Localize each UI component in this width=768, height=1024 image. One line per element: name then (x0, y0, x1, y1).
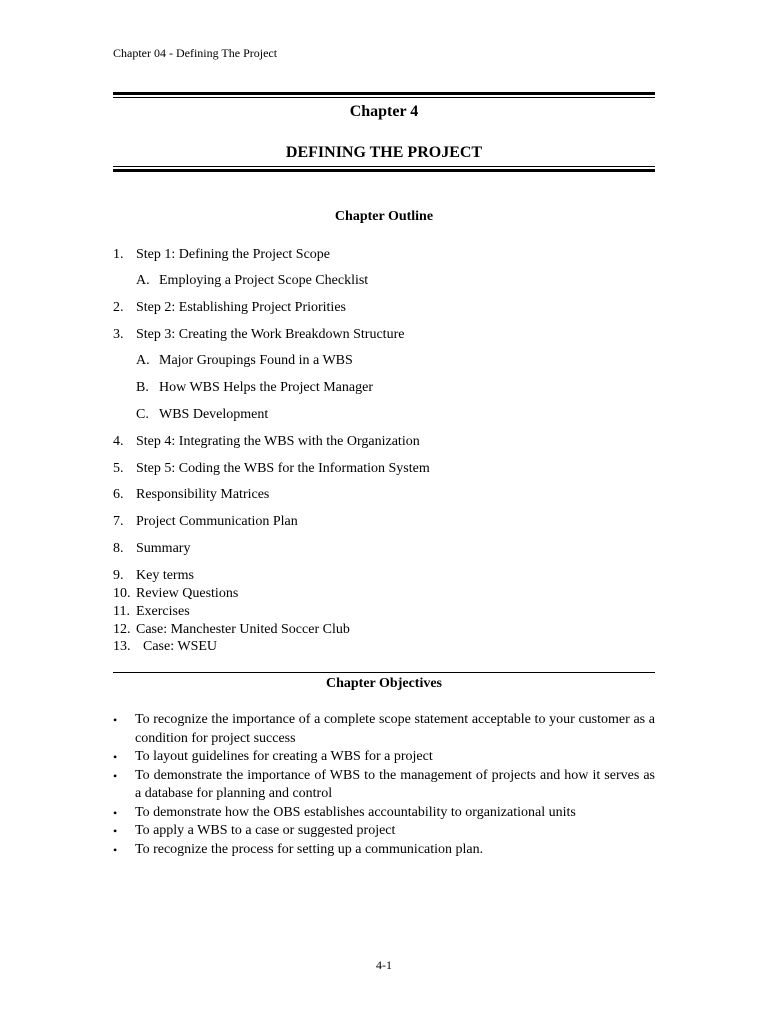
bullet-icon: • (113, 824, 118, 838)
objective-text: To layout guidelines for creating a WBS for a project (135, 749, 433, 764)
objective-item (113, 711, 655, 748)
outline-item-text: Step 4: Integrating the WBS with the Organization (136, 434, 420, 449)
top-rule-thick (113, 92, 655, 95)
page-number: 4-1 (376, 958, 392, 972)
top-rule-thin (113, 97, 655, 98)
bottom-rule-thin (113, 166, 655, 167)
outline-item-number: 13. (113, 639, 131, 654)
outline-item-number: 9. (113, 568, 124, 583)
outline-item-number: 10. (113, 586, 131, 601)
objectives-list (113, 711, 655, 859)
outline-item-letter: B. (136, 380, 149, 395)
outline-item-number: 1. (113, 247, 124, 262)
objective-item (113, 822, 655, 841)
objectives-heading: Chapter Objectives (326, 676, 442, 691)
objective-item (113, 841, 655, 860)
running-header: Chapter 04 - Defining The Project (113, 46, 278, 60)
outline-item-number: 6. (113, 487, 124, 502)
outline-heading: Chapter Outline (334, 209, 434, 224)
outline-item-number: 5. (113, 461, 124, 476)
outline-item-number: 8. (113, 541, 124, 556)
outline-item-text: Key terms (136, 568, 194, 583)
outline-item-text: Step 2: Establishing Project Priorities (136, 300, 346, 315)
outline-item-text: Case: Manchester United Soccer Club (136, 622, 350, 637)
objective-text: To recognize the process for setting up a communication plan. (135, 841, 484, 857)
bottom-rule-thick (113, 169, 655, 172)
outline-item-number: 4. (113, 434, 124, 449)
objective-item (113, 748, 655, 767)
outline-item-text: Responsibility Matrices (136, 487, 270, 502)
outline-item-letter: A. (136, 273, 150, 288)
bullet-icon: • (113, 805, 118, 820)
outline-item-number: 3. (113, 327, 124, 342)
objective-item (113, 767, 655, 804)
outline-item-number: 2. (113, 300, 124, 315)
outline-item-text: Step 1: Defining the Project Scope (136, 247, 331, 262)
outline-item-text: Step 5: Coding the WBS for the Information System (136, 461, 430, 476)
bullet-icon: • (113, 713, 118, 727)
outline-item-letter: C. (136, 407, 149, 422)
outline-item-text: How WBS Helps the Project Manager (159, 380, 373, 395)
objective-text: To demonstrate how the OBS establishes accountability to organizational units (135, 804, 576, 820)
objectives-divider (113, 672, 655, 673)
outline-item-text: Review Questions (136, 586, 239, 601)
objective-item (113, 804, 655, 823)
outline-item-number: 12. (113, 622, 131, 637)
bullet-icon: • (113, 842, 118, 857)
outline-item-text: Exercises (136, 604, 190, 619)
objective-text: To apply a WBS to a case or suggested project (135, 823, 396, 838)
bullet-icon: • (113, 750, 118, 764)
outline-item-letter: A. (136, 353, 150, 368)
outline-item-number: 7. (113, 514, 124, 529)
objective-text: To recognize the importance of a complete scope statement acceptable to your customer as a condition for project success (135, 712, 655, 746)
bullet-icon: • (113, 768, 118, 783)
outline-item-text: Summary (136, 541, 191, 556)
chapter-number: Chapter 4 (349, 103, 419, 120)
outline-item-text: WBS Development (159, 407, 269, 422)
outline-item-number: 11. (113, 604, 130, 619)
outline-item-text: Project Communication Plan (136, 514, 298, 529)
outline-item-text: Case: WSEU (143, 639, 218, 654)
objective-text: To demonstrate the importance of WBS to the management of projects and how it serves as a database for planning and control (135, 767, 655, 801)
outline-item-text: Step 3: Creating the Work Breakdown Structure (136, 327, 405, 342)
outline-item-text: Major Groupings Found in a WBS (159, 353, 353, 368)
chapter-title: DEFINING THE PROJECT (285, 144, 483, 161)
outline-item-text: Employing a Project Scope Checklist (159, 273, 369, 288)
